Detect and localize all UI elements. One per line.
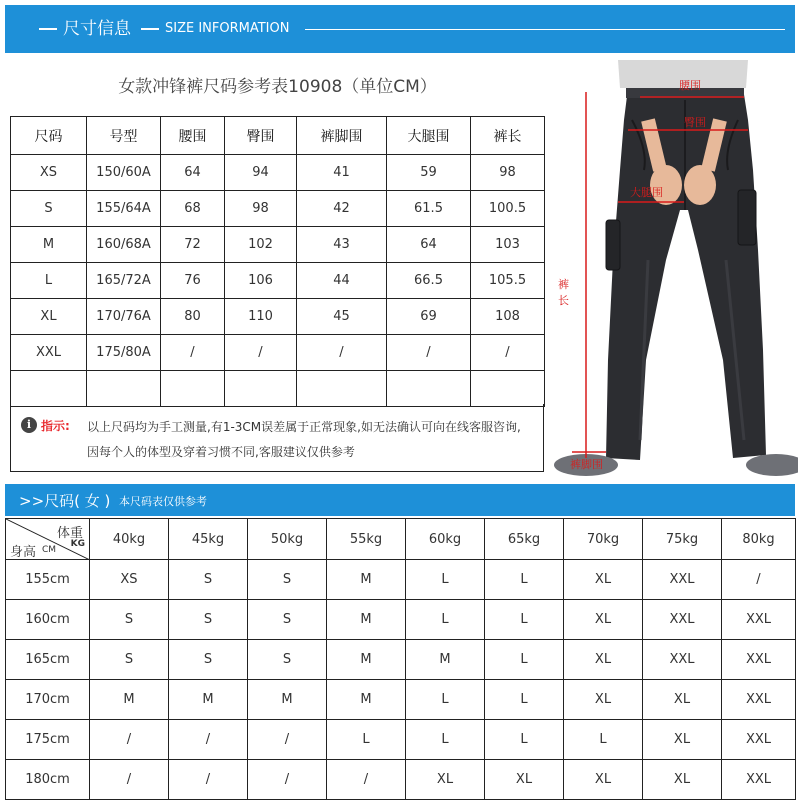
- recommended-size-cell: L: [406, 600, 485, 640]
- recommended-size-cell: XXL: [722, 760, 796, 800]
- size-header-cell: 腰围: [161, 117, 225, 155]
- recommended-size-cell: L: [485, 720, 564, 760]
- recommended-size-cell: XL: [564, 560, 643, 600]
- recommended-size-cell: M: [327, 680, 406, 720]
- size-cell: [387, 371, 471, 407]
- size-cell: /: [471, 335, 545, 371]
- size-cell: 59: [387, 155, 471, 191]
- size-cell: [225, 371, 297, 407]
- size-cell: 100.5: [471, 191, 545, 227]
- recommended-size-cell: XL: [564, 600, 643, 640]
- size-cell: 41: [297, 155, 387, 191]
- height-unit-label: CM: [42, 545, 57, 555]
- size-cell: [471, 371, 545, 407]
- recommended-size-cell: XL: [564, 640, 643, 680]
- weight-header-cell: 80kg: [722, 519, 796, 560]
- size-cell: 155/64A: [87, 191, 161, 227]
- size-row: [11, 371, 545, 407]
- hip-label: 臀围: [684, 116, 706, 129]
- recommended-size-cell: XL: [643, 680, 722, 720]
- size-row: [11, 263, 545, 299]
- size-cell: /: [387, 335, 471, 371]
- hem-label: 裤脚围: [570, 458, 603, 471]
- size-chart-title: 女款冲锋裤尺码参考表10908（单位CM）: [118, 77, 437, 97]
- size-cell: 105.5: [471, 263, 545, 299]
- waist-label: 腰围: [679, 79, 701, 92]
- size-cell: XS: [11, 155, 87, 191]
- notice-label: 指示:: [41, 419, 70, 433]
- size-cell: L: [11, 263, 87, 299]
- size-cell: 106: [225, 263, 297, 299]
- size-cell: /: [161, 335, 225, 371]
- size-row: [11, 191, 545, 227]
- size-cell: XXL: [11, 335, 87, 371]
- recommended-size-cell: L: [406, 720, 485, 760]
- weight-header-cell: 40kg: [90, 519, 169, 560]
- weight-header-cell: 75kg: [643, 519, 722, 560]
- weight-header-cell: 65kg: [485, 519, 564, 560]
- size-cell: /: [225, 335, 297, 371]
- thigh-label: 大腿围: [630, 186, 663, 199]
- recommended-size-cell: M: [90, 680, 169, 720]
- recommended-size-cell: L: [485, 600, 564, 640]
- recommended-size-cell: S: [90, 640, 169, 680]
- size-measurement-table: [10, 116, 545, 407]
- recommended-size-cell: S: [169, 640, 248, 680]
- height-row: [6, 720, 796, 760]
- size-cell: 44: [297, 263, 387, 299]
- recommended-size-cell: L: [485, 640, 564, 680]
- size-cell: M: [11, 227, 87, 263]
- weight-header-row: [6, 519, 796, 560]
- recommended-size-cell: M: [406, 640, 485, 680]
- recommended-size-cell: M: [248, 680, 327, 720]
- weight-header-cell: 55kg: [327, 519, 406, 560]
- corner-cell: [6, 519, 90, 560]
- recommended-size-cell: XXL: [643, 640, 722, 680]
- recommended-size-cell: /: [90, 720, 169, 760]
- size-row: [11, 227, 545, 263]
- size-cell: 80: [161, 299, 225, 335]
- height-cell: 180cm: [6, 760, 90, 800]
- recommended-size-cell: S: [248, 640, 327, 680]
- height-cell: 160cm: [6, 600, 90, 640]
- info-icon: i: [21, 417, 37, 433]
- size-cell: [87, 371, 161, 407]
- size-cell: 170/76A: [87, 299, 161, 335]
- recommended-size-cell: L: [327, 720, 406, 760]
- size-cell: 72: [161, 227, 225, 263]
- size-cell: 43: [297, 227, 387, 263]
- measurement-notice: [10, 404, 544, 472]
- size-cell: 160/68A: [87, 227, 161, 263]
- size-cell: 102: [225, 227, 297, 263]
- recommended-size-cell: M: [169, 680, 248, 720]
- recommended-size-cell: S: [248, 600, 327, 640]
- banner-rule: [305, 29, 785, 30]
- size-cell: [11, 371, 87, 407]
- height-axis-label: 身高: [10, 545, 37, 560]
- size-cell: 45: [297, 299, 387, 335]
- height-row: [6, 560, 796, 600]
- size-row: [11, 299, 545, 335]
- recommended-size-cell: XXL: [722, 600, 796, 640]
- recommended-size-cell: XXL: [643, 560, 722, 600]
- size-header-row: [11, 117, 545, 155]
- recommended-size-cell: XXL: [722, 640, 796, 680]
- length-label-1: 裤: [558, 278, 569, 291]
- recommended-size-cell: XL: [643, 760, 722, 800]
- size-cell: 150/60A: [87, 155, 161, 191]
- size-cell: 98: [471, 155, 545, 191]
- pants-illustration: [548, 60, 798, 480]
- size-header-cell: 大腿围: [387, 117, 471, 155]
- height-row: [6, 760, 796, 800]
- size-cell: 69: [387, 299, 471, 335]
- recommended-size-cell: S: [248, 560, 327, 600]
- recommended-size-cell: XL: [485, 760, 564, 800]
- height-cell: 175cm: [6, 720, 90, 760]
- recommended-size-cell: XS: [90, 560, 169, 600]
- height-weight-table: [5, 518, 796, 800]
- size-cell: XL: [11, 299, 87, 335]
- women-size-bar: [5, 484, 795, 516]
- recommended-size-cell: XXL: [643, 600, 722, 640]
- weight-header-cell: 50kg: [248, 519, 327, 560]
- size-cell: 66.5: [387, 263, 471, 299]
- weight-axis-label: 体重: [56, 526, 83, 541]
- recommended-size-cell: /: [248, 720, 327, 760]
- women-size-title: >>尺码( 女 ): [19, 492, 111, 510]
- size-cell: 103: [471, 227, 545, 263]
- recommended-size-cell: /: [169, 760, 248, 800]
- size-cell: S: [11, 191, 87, 227]
- banner-title-cn: 尺寸信息: [63, 19, 131, 39]
- weight-header-cell: 45kg: [169, 519, 248, 560]
- recommended-size-cell: S: [169, 560, 248, 600]
- size-header-cell: 尺码: [11, 117, 87, 155]
- recommended-size-cell: XL: [406, 760, 485, 800]
- recommended-size-cell: S: [90, 600, 169, 640]
- size-cell: 64: [387, 227, 471, 263]
- size-cell: [297, 371, 387, 407]
- size-cell: 175/80A: [87, 335, 161, 371]
- size-cell: 108: [471, 299, 545, 335]
- size-header-cell: 裤长: [471, 117, 545, 155]
- size-cell: 165/72A: [87, 263, 161, 299]
- recommended-size-cell: M: [327, 600, 406, 640]
- weight-unit-label: KG: [70, 539, 85, 549]
- recommended-size-cell: /: [327, 760, 406, 800]
- recommended-size-cell: L: [406, 680, 485, 720]
- size-info-banner: [5, 5, 795, 53]
- size-header-cell: 臀围: [225, 117, 297, 155]
- size-cell: 110: [225, 299, 297, 335]
- recommended-size-cell: L: [564, 720, 643, 760]
- recommended-size-cell: /: [90, 760, 169, 800]
- recommended-size-cell: /: [248, 760, 327, 800]
- size-cell: [161, 371, 225, 407]
- size-header-cell: 号型: [87, 117, 161, 155]
- product-image: [548, 60, 798, 480]
- size-row: [11, 335, 545, 371]
- recommended-size-cell: L: [485, 560, 564, 600]
- banner-dash-right: [141, 28, 159, 30]
- height-row: [6, 600, 796, 640]
- weight-header-cell: 60kg: [406, 519, 485, 560]
- recommended-size-cell: M: [327, 640, 406, 680]
- size-cell: 68: [161, 191, 225, 227]
- size-cell: 76: [161, 263, 225, 299]
- size-row: [11, 155, 545, 191]
- recommended-size-cell: XXL: [722, 720, 796, 760]
- recommended-size-cell: XL: [564, 760, 643, 800]
- notice-line-1: 以上尺码均为手工测量,有1-3CM误差属于正常现象,如无法确认可向在线客服咨询,: [87, 420, 521, 434]
- recommended-size-cell: /: [169, 720, 248, 760]
- size-header-cell: 裤脚围: [297, 117, 387, 155]
- size-cell: 64: [161, 155, 225, 191]
- height-row: [6, 680, 796, 720]
- size-cell: /: [297, 335, 387, 371]
- recommended-size-cell: L: [406, 560, 485, 600]
- banner-title-en: SIZE INFORMATION: [165, 21, 290, 36]
- size-cell: 94: [225, 155, 297, 191]
- size-cell: 61.5: [387, 191, 471, 227]
- banner-dash-left: [39, 28, 57, 30]
- women-size-subtitle: 本尺码表仅供参考: [119, 495, 207, 508]
- recommended-size-cell: XL: [564, 680, 643, 720]
- size-cell: 42: [297, 191, 387, 227]
- recommended-size-cell: XL: [643, 720, 722, 760]
- recommended-size-cell: S: [169, 600, 248, 640]
- height-cell: 165cm: [6, 640, 90, 680]
- weight-header-cell: 70kg: [564, 519, 643, 560]
- notice-line-2: 因每个人的体型及穿着习惯不同,客服建议仅供参考: [87, 445, 355, 459]
- height-cell: 155cm: [6, 560, 90, 600]
- recommended-size-cell: M: [327, 560, 406, 600]
- length-label-2: 长: [558, 294, 569, 307]
- size-cell: 98: [225, 191, 297, 227]
- height-cell: 170cm: [6, 680, 90, 720]
- recommended-size-cell: /: [722, 560, 796, 600]
- recommended-size-cell: L: [485, 680, 564, 720]
- height-row: [6, 640, 796, 680]
- recommended-size-cell: XXL: [722, 680, 796, 720]
